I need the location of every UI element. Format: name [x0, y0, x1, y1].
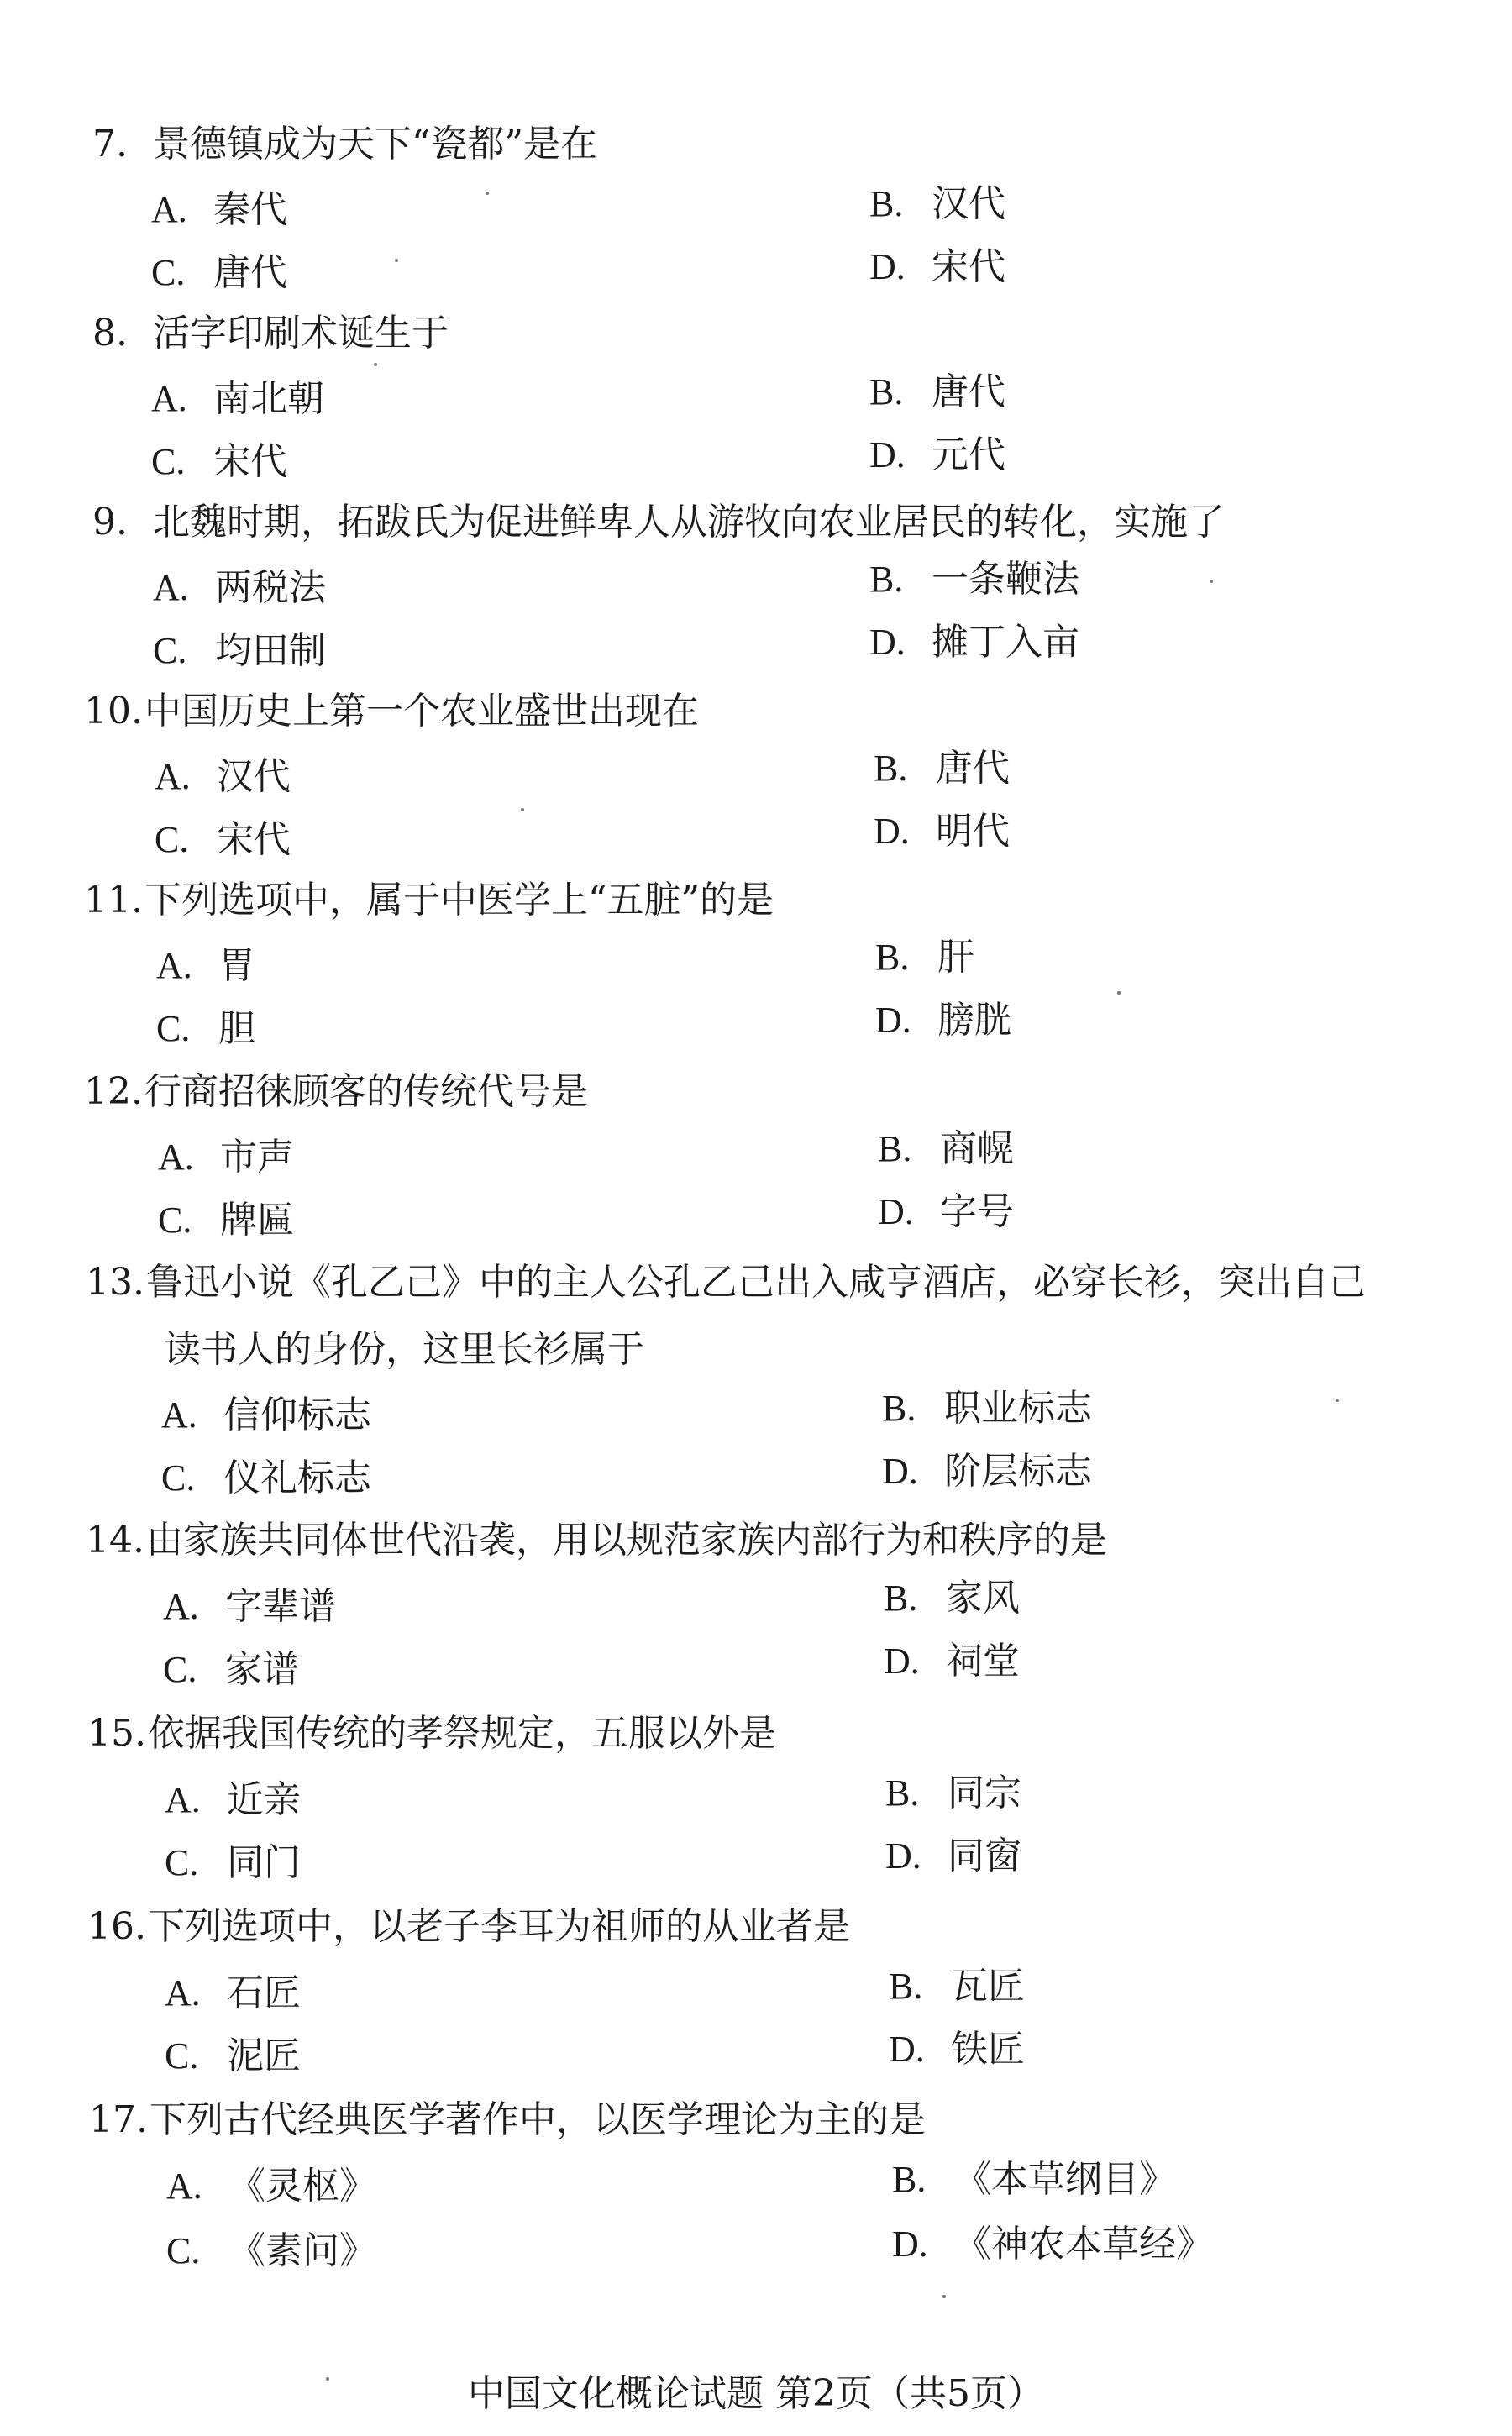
option-d: D. 宋代 — [869, 245, 1005, 288]
option-c: C. 牌匾 — [158, 1199, 294, 1242]
question-stem: 由家族共同体世代沿袭，用以规范家族内部行为和秩序的是 — [146, 1519, 1107, 1562]
option-a: A. 信仰标志 — [161, 1394, 371, 1436]
option-c: C. 泥匠 — [165, 2034, 301, 2077]
option-c: C. 宋代 — [155, 818, 291, 861]
option-b: B. 唐代 — [874, 747, 1010, 790]
question-number: 12. — [84, 1070, 143, 1113]
scan-speck — [521, 808, 524, 811]
option-b: B. 《本草纲目》 — [892, 2158, 1176, 2201]
option-d: D. 元代 — [869, 433, 1005, 476]
question-stem: 鲁迅小说《孔乙己》中的主人公孔乙己出入咸亨酒店，必穿长衫，突出自己 — [146, 1261, 1366, 1304]
question-number: 14. — [86, 1519, 144, 1562]
question-stem: 下列选项中，属于中医学上“五脏”的是 — [144, 879, 774, 921]
scan-speck — [942, 2295, 946, 2298]
option-d: D. 铁匠 — [889, 2028, 1025, 2071]
question-number: 17. — [89, 2098, 148, 2141]
option-a: A. 市声 — [158, 1136, 294, 1179]
option-c: C. 《素问》 — [166, 2229, 376, 2272]
option-b: B. 唐代 — [869, 370, 1005, 413]
option-c: C. 仪礼标志 — [161, 1457, 371, 1499]
question-number: 11. — [84, 879, 143, 921]
option-c: C. 宋代 — [151, 440, 287, 483]
question-stem: 依据我国传统的孝祭规定，五服以外是 — [148, 1712, 776, 1755]
option-b: B. 职业标志 — [882, 1387, 1092, 1430]
option-c: C. 家谱 — [163, 1648, 299, 1691]
option-d: D. 明代 — [874, 810, 1010, 853]
option-b: B. 汉代 — [869, 182, 1005, 225]
option-b: B. 家风 — [884, 1577, 1020, 1620]
option-b: B. 肝 — [875, 936, 974, 979]
option-b: B. 同宗 — [885, 1772, 1021, 1814]
question-number: 10. — [84, 690, 143, 732]
option-d: D. 《神农本草经》 — [892, 2223, 1213, 2265]
option-a: A. 汉代 — [155, 755, 291, 798]
scan-speck — [395, 259, 398, 262]
option-a: A. 《灵枢》 — [166, 2165, 376, 2208]
option-a: A. 两税法 — [153, 566, 326, 609]
option-a: A. 石匠 — [165, 1971, 301, 2014]
option-a: A. 秦代 — [151, 188, 287, 231]
option-d: D. 摊丁入亩 — [869, 621, 1079, 664]
option-b: B. 商幌 — [878, 1127, 1014, 1170]
question-number: 13. — [86, 1261, 144, 1304]
option-a: A. 南北朝 — [151, 377, 324, 420]
question-stem: 北魏时期，拓跋氏为促进鲜卑人从游牧向农业居民的转化，实施了 — [153, 501, 1225, 543]
option-c: C. 胆 — [156, 1007, 255, 1050]
scan-speck — [486, 192, 489, 195]
question-stem-continued: 读书人的身份，这里长衫属于 — [164, 1328, 644, 1371]
option-d: D. 阶层标志 — [882, 1450, 1092, 1493]
scan-speck — [1336, 1399, 1339, 1402]
option-a: A. 字辈谱 — [163, 1585, 336, 1628]
question-stem: 活字印刷术诞生于 — [153, 312, 449, 354]
question-number: 7. — [92, 123, 128, 165]
question-stem: 下列选项中，以老子李耳为祖师的从业者是 — [148, 1905, 850, 1948]
option-a: A. 近亲 — [165, 1778, 301, 1821]
question-number: 16. — [87, 1905, 146, 1948]
scan-speck — [374, 363, 377, 366]
option-c: C. 同门 — [165, 1841, 301, 1884]
question-number: 9. — [92, 501, 128, 543]
option-d: D. 字号 — [878, 1190, 1014, 1233]
question-stem: 中国历史上第一个农业盛世出现在 — [144, 690, 699, 732]
page-footer: 中国文化概论试题 第2页（共5页） — [468, 2372, 1044, 2415]
option-d: D. 同窗 — [885, 1835, 1021, 1877]
option-d: D. 祠堂 — [884, 1640, 1020, 1683]
option-c: C. 唐代 — [151, 251, 287, 294]
option-d: D. 膀胱 — [875, 999, 1011, 1042]
question-number: 8. — [92, 312, 128, 354]
option-b: B. 一条鞭法 — [869, 558, 1079, 601]
option-a: A. 胃 — [156, 944, 255, 987]
question-stem: 景德镇成为天下“瓷都”是在 — [153, 123, 597, 165]
question-stem: 下列古代经典医学著作中，以医学理论为主的是 — [150, 2098, 926, 2141]
question-number: 15. — [87, 1712, 146, 1755]
question-stem: 行商招徕顾客的传统代号是 — [144, 1070, 588, 1113]
option-c: C. 均田制 — [153, 629, 326, 672]
option-b: B. 瓦匠 — [889, 1965, 1025, 2008]
scan-speck — [1210, 580, 1213, 583]
scan-speck — [1117, 991, 1121, 995]
scan-speck — [326, 2377, 329, 2381]
